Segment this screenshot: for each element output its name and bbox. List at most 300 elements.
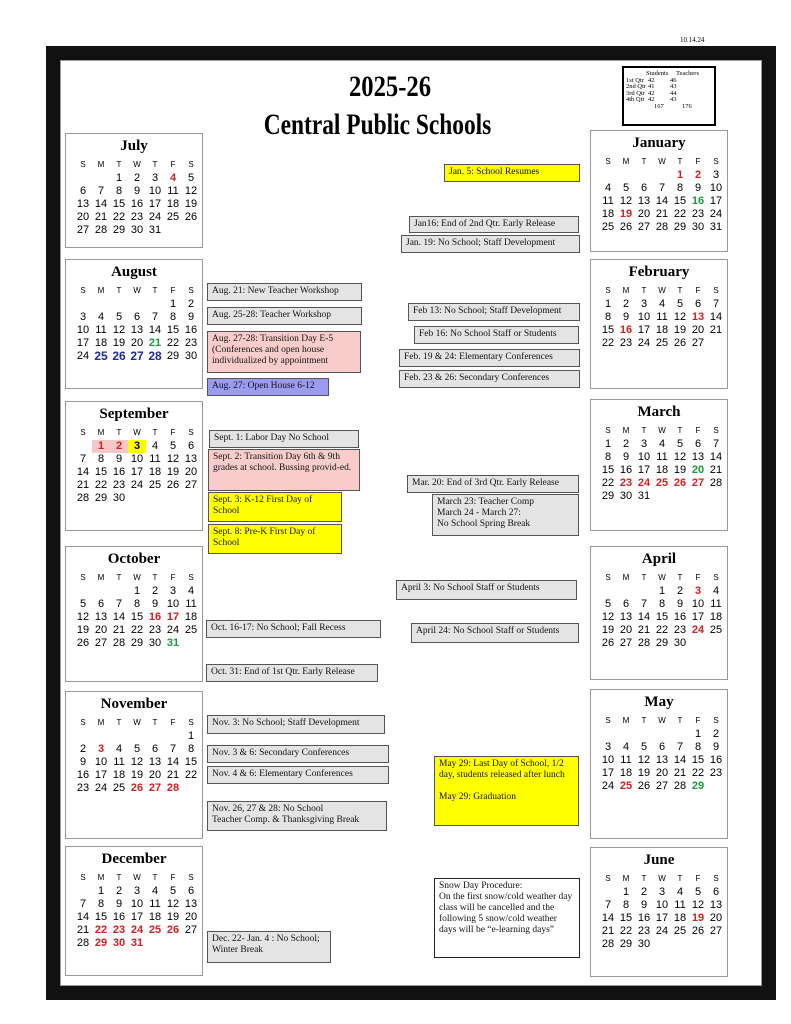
day-cell: 11	[656, 451, 668, 463]
weekday-label: W	[133, 428, 141, 437]
day-cell: 20	[691, 464, 705, 476]
day-cell: 21	[148, 337, 162, 349]
weekday-label: T	[641, 157, 647, 166]
day-cell: 24	[655, 925, 669, 937]
weekday-label: S	[713, 573, 719, 582]
weekday-label: W	[133, 573, 141, 582]
weekday-label: F	[695, 573, 701, 582]
day-cell: 28	[601, 938, 615, 950]
weekday-label: M	[622, 716, 630, 725]
weekday-label: F	[695, 286, 701, 295]
day-cell: 1	[92, 440, 110, 453]
day-cell: 2	[133, 172, 141, 184]
weekday-label: T	[116, 428, 122, 437]
weekday-label: T	[677, 286, 683, 295]
day-cell: 12	[166, 453, 180, 465]
day-cell: 20	[184, 911, 198, 923]
weekday-label: W	[658, 573, 666, 582]
day-cell: 10	[148, 185, 162, 197]
note-sep1: Sept. 1: Labor Day No School	[209, 430, 359, 448]
month-name: April	[641, 551, 677, 567]
day-cell: 23	[130, 211, 144, 223]
day-cell: 18	[148, 911, 162, 923]
month-name: September	[99, 406, 169, 422]
day-cell: 7	[604, 899, 612, 911]
day-cell: 16	[112, 466, 126, 478]
day-cell: 21	[166, 769, 180, 781]
month-august	[65, 259, 203, 389]
student-days: 41	[648, 83, 655, 90]
day-cell: 23	[112, 479, 126, 491]
day-cell: 26	[184, 211, 198, 223]
day-cell: 13	[184, 453, 198, 465]
day-cell: 13	[76, 198, 90, 210]
day-cell: 29	[619, 938, 633, 950]
day-cell: 18	[601, 208, 615, 220]
month-may	[590, 689, 728, 839]
weekday-label: S	[713, 157, 719, 166]
note-dec22: Dec. 22- Jan. 4 : No School; Winter Break	[207, 931, 331, 963]
day-grid	[599, 155, 727, 234]
day-cell: 21	[76, 479, 90, 491]
day-cell: 25	[601, 221, 615, 233]
day-cell: 23	[619, 337, 633, 349]
day-cell: 25	[619, 780, 633, 792]
day-cell: 12	[673, 451, 687, 463]
teacher-days: 43	[670, 96, 677, 103]
weekday-label: S	[80, 873, 86, 882]
day-cell: 26	[601, 637, 615, 649]
day-cell: 5	[115, 311, 123, 323]
day-cell: 19	[184, 198, 198, 210]
weekday-label: M	[622, 573, 630, 582]
day-cell: 27	[184, 479, 198, 491]
day-cell: 3	[79, 311, 87, 323]
day-cell: 18	[184, 611, 198, 623]
day-cell: 29	[130, 637, 144, 649]
day-cell: 8	[658, 598, 666, 610]
day-cell: 23	[709, 767, 723, 779]
day-cell: 25	[655, 337, 669, 349]
weekday-label: T	[641, 426, 647, 435]
note-jan5: Jan. 5: School Resumes	[444, 164, 580, 182]
day-cell: 20	[709, 912, 723, 924]
empty-cell	[74, 730, 92, 743]
day-cell: 8	[97, 453, 105, 465]
day-cell: 9	[151, 598, 159, 610]
day-cell: 12	[691, 899, 705, 911]
day-cell: 18	[673, 912, 687, 924]
total-label	[626, 104, 648, 111]
weekday-label: T	[641, 874, 647, 883]
students-header: Students	[646, 70, 669, 77]
day-cell: 12	[112, 324, 126, 336]
day-cell: 31	[637, 490, 651, 502]
day-grid	[599, 571, 727, 650]
day-cell: 3	[97, 743, 105, 755]
day-cell: 10	[94, 756, 108, 768]
day-cell: 29	[601, 490, 615, 502]
day-cell: 20	[655, 767, 669, 779]
day-cell: 8	[115, 185, 123, 197]
day-cell: 19	[76, 624, 90, 636]
empty-cell	[74, 172, 92, 185]
empty-cell	[635, 169, 653, 182]
day-cell: 4	[712, 585, 720, 597]
day-cell: 10	[655, 899, 669, 911]
weekday-label: S	[713, 286, 719, 295]
month-september	[65, 401, 203, 531]
day-cell: 30	[130, 224, 144, 236]
day-cell: 27	[709, 925, 723, 937]
day-cell: 27	[184, 924, 198, 936]
note-feb13: Feb 13: No School; Staff Development	[408, 303, 580, 321]
day-cell: 6	[658, 741, 666, 753]
weekday-label: T	[152, 718, 158, 727]
day-cell: 24	[709, 208, 723, 220]
weekday-label: T	[677, 157, 683, 166]
empty-cell	[128, 730, 146, 743]
day-cell: 24	[691, 624, 705, 636]
day-cell: 6	[694, 438, 702, 450]
empty-cell	[653, 728, 671, 741]
day-cell: 14	[655, 195, 669, 207]
day-cell: 3	[640, 298, 648, 310]
day-cell: 22	[655, 624, 669, 636]
day-cell: 12	[673, 311, 687, 323]
weekday-label: W	[658, 716, 666, 725]
day-cell: 10	[637, 311, 651, 323]
day-cell: 21	[76, 924, 90, 936]
day-cell: 15	[619, 912, 633, 924]
day-cell: 30	[148, 637, 162, 649]
day-cell: 17	[691, 611, 705, 623]
day-cell: 21	[637, 624, 651, 636]
weekday-label: W	[658, 157, 666, 166]
day-cell: 4	[658, 298, 666, 310]
day-cell: 18	[166, 198, 180, 210]
day-cell: 7	[676, 741, 684, 753]
day-cell: 3	[604, 741, 612, 753]
page-title-year: 2025-26	[349, 70, 431, 103]
student-days: 42	[648, 96, 655, 103]
day-cell: 11	[149, 898, 161, 910]
day-cell: 5	[604, 598, 612, 610]
day-cell: 5	[187, 172, 195, 184]
day-cell: 23	[76, 782, 90, 794]
day-cell: 21	[655, 208, 669, 220]
day-cell: 2	[694, 169, 702, 181]
day-cell: 1	[694, 728, 702, 740]
day-cell: 18	[112, 769, 126, 781]
day-cell: 22	[691, 767, 705, 779]
day-cell: 25	[166, 211, 180, 223]
day-cell: 27	[130, 349, 144, 363]
day-cell: 14	[601, 912, 615, 924]
month-october	[65, 546, 203, 682]
note-jan19: Jan. 19: No School; Staff Development	[401, 235, 580, 253]
day-cell: 30	[112, 492, 126, 504]
day-cell: 4	[676, 886, 684, 898]
note-oct31: Oct. 31: End of 1st Qtr. Early Release	[206, 664, 378, 682]
weekday-label: T	[641, 716, 647, 725]
weekday-label: T	[152, 873, 158, 882]
weekday-label: F	[170, 873, 176, 882]
day-grid	[74, 871, 202, 950]
empty-cell	[671, 728, 689, 741]
day-cell: 12	[637, 754, 651, 766]
day-cell: 5	[676, 438, 684, 450]
weekday-label: S	[605, 157, 611, 166]
day-cell: 25	[673, 925, 687, 937]
day-cell: 15	[601, 464, 615, 476]
weekday-label: T	[116, 718, 122, 727]
weekday-label: M	[622, 426, 630, 435]
day-cell: 2	[79, 743, 87, 755]
day-cell: 6	[622, 598, 630, 610]
day-cell: 9	[622, 451, 630, 463]
empty-cell	[599, 728, 617, 741]
day-cell: 13	[691, 311, 705, 323]
day-cell: 9	[187, 311, 195, 323]
day-cell: 18	[148, 466, 162, 478]
day-cell: 17	[130, 466, 144, 478]
day-cell: 11	[602, 195, 614, 207]
day-cell: 29	[655, 637, 669, 649]
day-cell: 20	[691, 324, 705, 336]
day-cell: 9	[622, 311, 630, 323]
empty-cell	[617, 728, 635, 741]
day-count-table	[622, 66, 716, 126]
day-cell: 2	[622, 438, 630, 450]
weekday-label: S	[80, 286, 86, 295]
note-sep2: Sept. 2: Transition Day 6th & 9th grades at school. Bussing provid-ed.	[208, 449, 360, 491]
day-cell: 27	[655, 780, 669, 792]
day-cell: 9	[79, 756, 87, 768]
day-cell: 5	[694, 886, 702, 898]
day-cell: 2	[622, 298, 630, 310]
day-cell: 24	[94, 782, 108, 794]
weekday-label: F	[695, 716, 701, 725]
day-cell: 7	[712, 438, 720, 450]
day-count-total	[626, 104, 712, 111]
note-may29: May 29: Last Day of School, 1/2 day, students released after lunch May 29: Graduation	[434, 756, 579, 826]
student-total: 167	[654, 102, 664, 110]
day-cell: 22	[601, 477, 615, 489]
day-cell: 1	[622, 886, 630, 898]
day-cell: 18	[709, 611, 723, 623]
weekday-label: S	[80, 428, 86, 437]
day-cell: 5	[622, 182, 630, 194]
note-nov4-6: Nov. 4 & 6: Elementary Conferences	[207, 766, 389, 784]
day-cell: 29	[94, 492, 108, 504]
day-cell: 23	[148, 624, 162, 636]
weekday-label: M	[97, 428, 105, 437]
day-cell: 14	[76, 911, 90, 923]
day-cell: 19	[673, 324, 687, 336]
day-cell: 16	[130, 198, 144, 210]
weekday-label: M	[622, 157, 630, 166]
day-cell: 8	[97, 898, 105, 910]
day-cell: 16	[76, 769, 90, 781]
day-cell: 7	[712, 298, 720, 310]
day-cell: 4	[622, 741, 630, 753]
day-cell: 21	[94, 211, 108, 223]
day-cell: 26	[691, 925, 705, 937]
day-cell: 17	[709, 195, 723, 207]
empty-cell	[74, 585, 92, 598]
day-cell: 2	[640, 886, 648, 898]
day-cell: 18	[655, 464, 669, 476]
weekday-label: S	[713, 716, 719, 725]
day-cell: 8	[676, 182, 684, 194]
day-cell: 1	[169, 298, 177, 310]
day-cell: 9	[640, 899, 648, 911]
day-cell: 22	[601, 337, 615, 349]
day-cell: 8	[133, 598, 141, 610]
day-cell: 3	[712, 169, 720, 181]
day-cell: 17	[76, 337, 90, 349]
day-cell: 19	[166, 911, 180, 923]
weekday-label: S	[605, 286, 611, 295]
day-cell: 24	[130, 924, 144, 936]
student-days: 42	[648, 89, 655, 97]
weekday-label: S	[713, 426, 719, 435]
day-cell: 20	[619, 624, 633, 636]
quarter-label: 3rd Qtr	[626, 89, 645, 97]
day-cell: 28	[673, 780, 687, 792]
note-sep8: Sept. 8: Pre-K First Day of School	[208, 524, 342, 554]
day-cell: 6	[640, 182, 648, 194]
month-name: March	[637, 404, 681, 420]
day-cell: 17	[637, 464, 651, 476]
day-cell: 30	[691, 221, 705, 233]
day-cell: 6	[694, 298, 702, 310]
day-cell: 19	[619, 208, 633, 220]
day-cell: 9	[115, 898, 123, 910]
day-cell: 28	[709, 477, 723, 489]
note-aug21: Aug. 21: New Teacher Workshop	[207, 283, 362, 301]
day-cell: 27	[691, 337, 705, 349]
day-cell: 2	[187, 298, 195, 310]
day-cell: 6	[79, 185, 87, 197]
day-cell: 17	[655, 912, 669, 924]
day-cell: 20	[130, 337, 144, 349]
day-cell: 6	[187, 440, 195, 452]
day-cell: 9	[115, 453, 123, 465]
day-cell: 15	[166, 324, 180, 336]
day-cell: 5	[133, 743, 141, 755]
day-cell: 12	[601, 611, 615, 623]
weekday-label: T	[116, 573, 122, 582]
day-grid	[74, 158, 202, 237]
day-cell: 4	[169, 172, 177, 184]
weekday-label: F	[695, 157, 701, 166]
day-cell: 10	[637, 451, 651, 463]
month-name: July	[120, 138, 148, 154]
day-cell: 16	[637, 912, 651, 924]
day-cell: 16	[619, 324, 633, 336]
day-cell: 14	[148, 324, 162, 336]
day-cell: 4	[658, 438, 666, 450]
day-cell: 14	[673, 754, 687, 766]
day-cell: 31	[148, 224, 162, 236]
note-aug27: Aug. 27: Open House 6-12	[207, 378, 329, 396]
day-cell: 12	[76, 611, 90, 623]
day-cell: 7	[79, 898, 87, 910]
weekday-label: S	[188, 873, 194, 882]
day-cell: 17	[637, 324, 651, 336]
day-cell: 5	[640, 741, 648, 753]
day-cell: 24	[76, 350, 90, 362]
day-cell: 23	[619, 477, 633, 489]
page-title-org: Central Public Schools	[263, 108, 492, 141]
day-cell: 11	[656, 311, 668, 323]
day-cell: 4	[151, 440, 159, 452]
empty-cell	[653, 169, 671, 182]
day-cell: 22	[619, 925, 633, 937]
month-july	[65, 133, 203, 248]
day-cell: 19	[166, 466, 180, 478]
day-cell: 13	[709, 899, 723, 911]
note-jan16: Jan16: End of 2nd Qtr. Early Release	[409, 216, 579, 233]
weekday-label: S	[188, 573, 194, 582]
day-cell: 7	[169, 743, 177, 755]
day-cell: 23	[673, 624, 687, 636]
day-cell: 28	[76, 492, 90, 504]
day-cell: 15	[673, 195, 687, 207]
day-cell: 16	[148, 611, 162, 623]
month-november	[65, 691, 203, 839]
day-cell: 1	[604, 438, 612, 450]
weekday-label: W	[133, 286, 141, 295]
day-cell: 12	[184, 185, 198, 197]
weekday-label: T	[677, 874, 683, 883]
day-cell: 9	[712, 741, 720, 753]
day-cell: 7	[79, 453, 87, 465]
day-cell: 15	[601, 324, 615, 336]
day-cell: 16	[112, 911, 126, 923]
note-feb16: Feb 16: No School Staff or Students	[414, 326, 579, 344]
weekday-label: M	[97, 160, 105, 169]
day-cell: 13	[637, 195, 651, 207]
empty-cell	[617, 585, 635, 598]
day-cell: 24	[148, 211, 162, 223]
weekday-label: M	[97, 286, 105, 295]
weekday-label: T	[152, 160, 158, 169]
day-cell: 27	[148, 782, 162, 794]
day-cell: 28	[148, 349, 162, 363]
day-cell: 1	[658, 585, 666, 597]
weekday-label: S	[188, 160, 194, 169]
empty-cell	[92, 298, 110, 311]
weekday-label: S	[80, 160, 86, 169]
day-grid	[74, 426, 202, 505]
day-cell: 30	[112, 937, 126, 949]
day-cell: 11	[674, 899, 686, 911]
day-cell: 16	[673, 611, 687, 623]
month-february	[590, 259, 728, 389]
day-cell: 6	[187, 885, 195, 897]
day-cell: 26	[166, 924, 180, 936]
day-cell: 1	[97, 885, 105, 897]
empty-cell	[110, 730, 128, 743]
day-cell: 30	[184, 350, 198, 362]
day-cell: 17	[148, 198, 162, 210]
day-cell: 15	[94, 911, 108, 923]
day-cell: 8	[622, 899, 630, 911]
day-cell: 5	[169, 440, 177, 452]
